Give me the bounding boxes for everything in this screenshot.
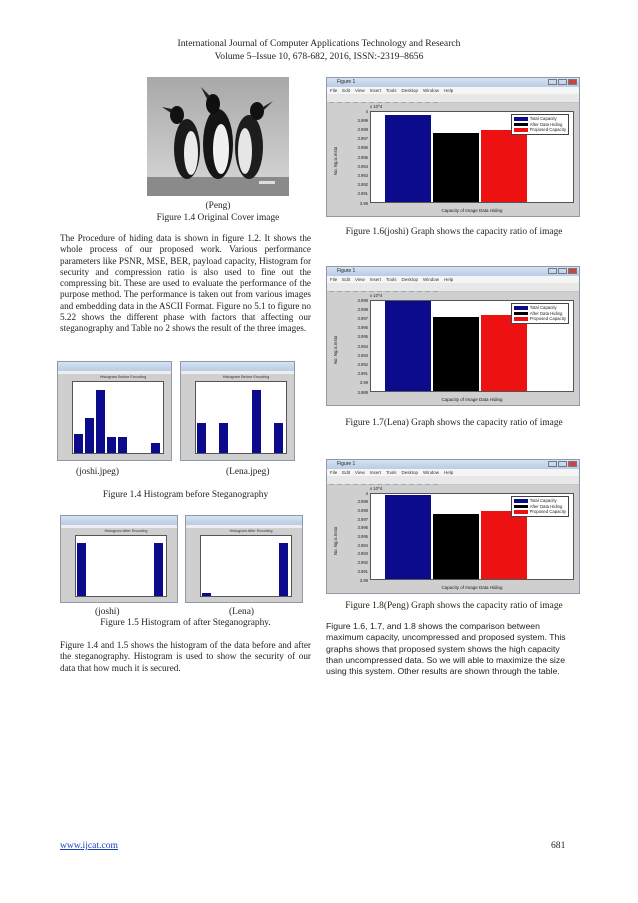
bar-total-capacity [385,115,431,202]
bar-total-capacity [385,495,431,579]
figure-menubar [327,87,579,94]
legend-label: Proposed Capacity [529,509,566,514]
y-tick-label: 3.991 [357,371,368,377]
capacity-chart-window [326,77,580,217]
menu-item-file[interactable]: File [330,470,338,475]
histogram-bar [85,418,94,453]
histogram-bar [96,390,105,453]
legend-label: Total Capacity [529,498,557,503]
y-tick-label: 3.998 [357,306,368,312]
histogram-bar [219,423,228,453]
body-paragraph-histogram: Figure 1.4 and 1.5 shows the histogram of the data before and after the steganography. Histogram is used to show the security of our data that how much it is secured. [60,640,311,673]
figure-window-title: Figure 1 [337,461,356,467]
hist-title: Histogram After Encoding [229,529,273,533]
figure-toolbar [327,283,579,292]
histogram-bar [151,443,160,453]
figure-1-7-caption: Figure 1.7(Lena) Graph shows the capacity ratio of image [345,418,563,428]
capacity-chart-window [326,459,580,594]
y-tick-label: 3.997 [357,136,368,142]
footer-url-link[interactable]: www.ijcat.com [60,840,118,851]
y-axis-exponent: x 10^4 [370,293,383,298]
chart-axes [370,493,574,580]
minimize-button[interactable] [548,79,557,85]
chart-legend [511,303,569,324]
histogram-bar [252,390,261,453]
menu-item-view[interactable]: View [355,277,365,282]
legend-swatch [514,317,528,321]
y-tick-label: 3.999 [357,499,368,505]
legend-swatch [514,123,528,127]
y-tick-label: 3.99 [359,380,368,386]
menu-item-window[interactable]: Window [423,88,440,93]
x-axis-label: Capacity of Image Data Hiding [441,585,503,590]
y-tick-label: 3.994 [357,343,368,349]
histogram-bar [274,423,283,453]
y-axis-exponent: x 10^4 [370,486,383,491]
menu-item-help[interactable]: Help [444,277,454,282]
menu-item-help[interactable]: Help [444,88,454,93]
menu-item-help[interactable]: Help [444,470,454,475]
histogram-after-lena [185,515,303,603]
y-tick-label: 3.993 [357,172,368,178]
y-tick-label: 3.996 [357,525,368,531]
legend-label: Proposed Capacity [529,316,566,321]
histogram-bar [202,593,211,596]
bar-proposed-capacity [481,511,527,579]
y-tick-label: 3.999 [357,297,368,303]
figure-window-title: Figure 1 [337,268,356,274]
y-tick-label: 3.996 [357,145,368,151]
bar-proposed-capacity [481,315,527,391]
menu-item-view[interactable]: View [355,470,365,475]
maximize-button[interactable] [558,79,567,85]
menu-item-file[interactable]: File [330,277,338,282]
figure-1-4-cover-caption: Figure 1.4 Original Cover image [156,213,280,223]
x-axis-label: Capacity of Image Data Hiding [441,208,503,213]
plot-area [327,485,579,594]
y-tick-label: 3.991 [357,568,368,574]
y-tick-label: 3.994 [357,163,368,169]
figure-toolbar [327,94,579,103]
legend-label: After Data Hiding [529,503,563,509]
legend-label: Proposed Capacity [529,127,566,132]
bar-after-data-hiding [433,514,479,579]
bar-after-data-hiding [433,133,479,202]
bar-after-data-hiding [433,317,479,391]
y-tick-label: 3.992 [357,182,368,188]
y-axis-label: No. Ng.ix.Insta [333,146,338,175]
menu-item-tools[interactable]: Tools [385,277,397,282]
bar-total-capacity [385,301,431,391]
legend-swatch [514,505,528,509]
y-tick-label: 3.994 [357,542,368,548]
figure-menubar [327,276,579,283]
cover-image-penguins [147,77,289,196]
hist-before-label-lena: (Lena.jpeg) [226,467,270,477]
legend-label: After Data Hiding [529,121,563,127]
legend-swatch [514,510,528,514]
hist-after-label-lena: (Lena) [229,607,254,617]
menu-item-desktop[interactable]: Desktop [401,277,419,282]
legend-entry [514,509,566,515]
menu-item-edit[interactable]: Edit [342,88,351,93]
figure-menubar [327,469,579,476]
y-tick-label: 3.992 [357,361,368,367]
histogram-bar [279,543,288,596]
menu-item-window[interactable]: Window [423,470,440,475]
figure-1-5-histogram-caption: Figure 1.5 Histogram of after Steganography. [100,618,271,628]
y-tick-label: 3.991 [357,191,368,197]
y-tick-label: 3.99 [359,577,368,583]
plot-area [327,103,579,217]
hist-title: Histogram Before Encoding [222,375,270,379]
minimize-button[interactable] [548,268,557,274]
body-paragraph-procedure: The Procedure of hiding data is shown in figure 1.2. It shows the whole process of our proposed work. Various performance parameters like PSNR, MSE, BER, payload capacity, Histogram for security and compression ratio is also used to fine out the compressing bit. These are used to evaluate the performance of the purpose method. The performance is taken out from various images and embedding data in the ASCII Format. Figure no 5.1 to figure no 5.22 shows the different phase with factors that affecting our steganography and Table no 2 shows the result of the three images. [60,233,311,334]
menu-item-edit[interactable]: Edit [342,277,351,282]
y-tick-label: 3.995 [357,154,368,160]
y-tick-label: 3.997 [357,516,368,522]
y-tick-label: 3.995 [357,334,368,340]
chart-legend [511,496,569,517]
minimize-button[interactable] [548,461,557,467]
menu-item-desktop[interactable]: Desktop [401,470,419,475]
histogram-before-joshi [57,361,172,461]
close-button[interactable] [568,268,577,274]
bar-proposed-capacity [481,130,527,202]
y-tick-label: 3.993 [357,352,368,358]
histogram-bar [154,543,163,596]
y-axis-label: No. Ng.ix.Insta [333,526,338,555]
plot-area [327,292,579,406]
y-tick-label: 4 [365,108,368,114]
legend-swatch [514,306,528,310]
capacity-chart-window [326,266,580,406]
hist-title: Histogram Before Encoding [99,375,147,379]
menu-item-insert[interactable]: Insert [369,88,381,93]
legend-label: Total Capacity [529,305,557,310]
histogram-before-lena [180,361,295,461]
y-tick-label: 3.989 [357,389,368,395]
y-axis-label: No. Ng.ix.Insta [333,335,338,364]
legend-entry [514,127,566,133]
y-tick-label: 3.997 [357,315,368,321]
hist-after-label-joshi: (joshi) [95,607,120,617]
menu-item-file[interactable]: File [330,88,338,93]
chart-axes [370,300,574,392]
y-tick-label: 3.995 [357,534,368,539]
maximize-button[interactable] [558,268,567,274]
close-button[interactable] [568,461,577,467]
histogram-bar [197,423,206,453]
menu-item-edit[interactable]: Edit [342,470,351,475]
figure-1-6-caption: Figure 1.6(joshi) Graph shows the capacity ratio of image [345,227,563,237]
legend-label: Total Capacity [529,116,557,121]
histogram-after-joshi [60,515,178,603]
y-tick-label: 4 [365,490,368,496]
menu-item-insert[interactable]: Insert [369,470,381,475]
figure-toolbar [327,476,579,485]
journal-title: International Journal of Computer Applications Technology and Research [177,38,461,49]
histogram-bar [74,434,83,453]
menu-item-desktop[interactable]: Desktop [401,88,419,93]
figure-window-titlebar [327,267,579,276]
figure-1-8-caption: Figure 1.8(Peng) Graph shows the capacity ratio of image [345,601,563,611]
legend-label: After Data Hiding [529,310,563,316]
figure-window-title: Figure 1 [337,79,356,85]
menu-item-view[interactable]: View [355,88,365,93]
histogram-bar [107,437,116,453]
menu-item-insert[interactable]: Insert [369,277,381,282]
y-tick-label: 3.998 [357,507,368,513]
y-tick-label: 3.996 [357,325,368,331]
hist-title: Histogram After Encoding [104,529,148,533]
legend-swatch [514,117,528,121]
menu-item-tools[interactable]: Tools [385,88,397,93]
histogram-bar [77,543,86,596]
figure-window-titlebar [327,78,579,87]
legend-entry [514,316,566,322]
y-tick-label: 3.992 [357,560,368,566]
y-tick-label: 3.998 [357,126,368,132]
legend-swatch [514,499,528,503]
close-button[interactable] [568,79,577,85]
page-number: 681 [551,840,566,851]
y-tick-label: 3.99 [359,200,368,206]
chart-axes [370,111,574,203]
figure-1-4-histogram-caption: Figure 1.4 Histogram before Steganography [102,490,269,500]
x-axis-label: Capacity of Image Data Hiding [441,397,503,402]
y-tick-label: 3.999 [357,117,368,123]
maximize-button[interactable] [558,461,567,467]
cover-source-label: (Peng) [205,201,231,211]
y-axis-exponent: x 10^4 [370,104,383,109]
legend-swatch [514,312,528,316]
y-tick-label: 3.993 [357,551,368,557]
histogram-bar [118,437,127,453]
journal-volume: Volume 5–Issue 10, 678-682, 2016, ISSN:-2319–8656 [214,51,424,62]
hist-before-label-joshi: (joshi.jpeg) [76,467,119,477]
body-paragraph-capacity: Figure 1.6, 1.7, and 1.8 shows the comparison between maximum capacity, uncompressed and proposed system. This graphs shows that proposed system shows the high capacity than uncompressed data. So we will able to maximize the size using this system. Other results are shown through the table. [326,621,566,677]
chart-legend [511,114,569,135]
menu-item-window[interactable]: Window [423,277,440,282]
figure-window-titlebar [327,460,579,469]
legend-swatch [514,128,528,132]
menu-item-tools[interactable]: Tools [385,470,397,475]
